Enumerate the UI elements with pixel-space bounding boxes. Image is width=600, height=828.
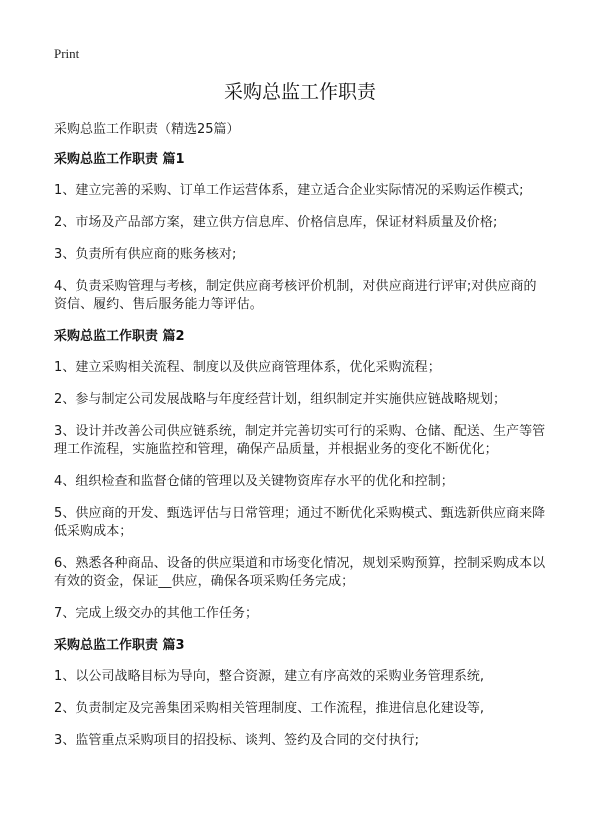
paragraph: 4、组织检查和监督仓储的管理以及关键物资库存水平的优化和控制；: [54, 474, 454, 489]
paragraph: 3、监管重点采购项目的招投标、谈判、签约及合同的交付执行;: [54, 733, 420, 748]
document-body: [54, 121, 546, 764]
paragraph: 1、以公司战略目标为导向，整合资源，建立有序高效的采购业务管理系统,: [54, 669, 485, 684]
paragraph: 3、设计并改善公司供应链系统，制定并完善切实可行的采购、仓储、配送、生产等管理工作流程，实施监控和管理，确保产品质量，并根据业务的变化不断优化；: [54, 424, 546, 457]
paragraph: 1、建立完善的采购、订单工作运营体系，建立适合企业实际情况的采购运作模式;: [54, 183, 524, 198]
section-1: [54, 151, 546, 314]
paragraph: 7、完成上级交办的其他工作任务；: [54, 606, 259, 621]
paragraph: 5、供应商的开发、甄选评估与日常管理；通过不断优化采购模式、甄选新供应商来降低采购成本；: [54, 506, 546, 539]
paragraph: 3、负责所有供应商的账务核对;: [54, 247, 237, 262]
paragraph: 2、负责制定及完善集团采购相关管理制度、工作流程，推进信息化建设等,: [54, 701, 485, 716]
paragraph: 2、参与制定公司发展战略与年度经营计划，组织制定并实施供应链战略规划；: [54, 392, 507, 407]
section-3: [54, 637, 546, 750]
page-title: 采购总监工作职责: [223, 81, 376, 103]
paragraph: 6、熟悉各种商品、设备的供应渠道和市场变化情况，规划采购预算，控制采购成本以有效的资金，保证__供应，确保各项采购任务完成；: [54, 556, 546, 589]
paragraph: 4、负责采购管理与考核，制定供应商考核评价机制，对供应商进行评审;对供应商的资信、履约、售后服务能力等评估。: [54, 279, 537, 312]
section-heading: 采购总监工作职责 篇1: [54, 152, 185, 167]
document-subtitle: 采购总监工作职责（精选25篇）: [54, 122, 240, 137]
section-2: [54, 328, 546, 623]
paragraph: 2、市场及产品部方案，建立供方信息库、价格信息库，保证材料质量及价格;: [54, 215, 498, 230]
print-link[interactable]: Print: [54, 46, 80, 61]
paragraph: 1、建立采购相关流程、制度以及供应商管理体系，优化采购流程；: [54, 360, 441, 375]
section-heading: 采购总监工作职责 篇2: [54, 329, 185, 344]
section-heading: 采购总监工作职责 篇3: [54, 638, 185, 653]
